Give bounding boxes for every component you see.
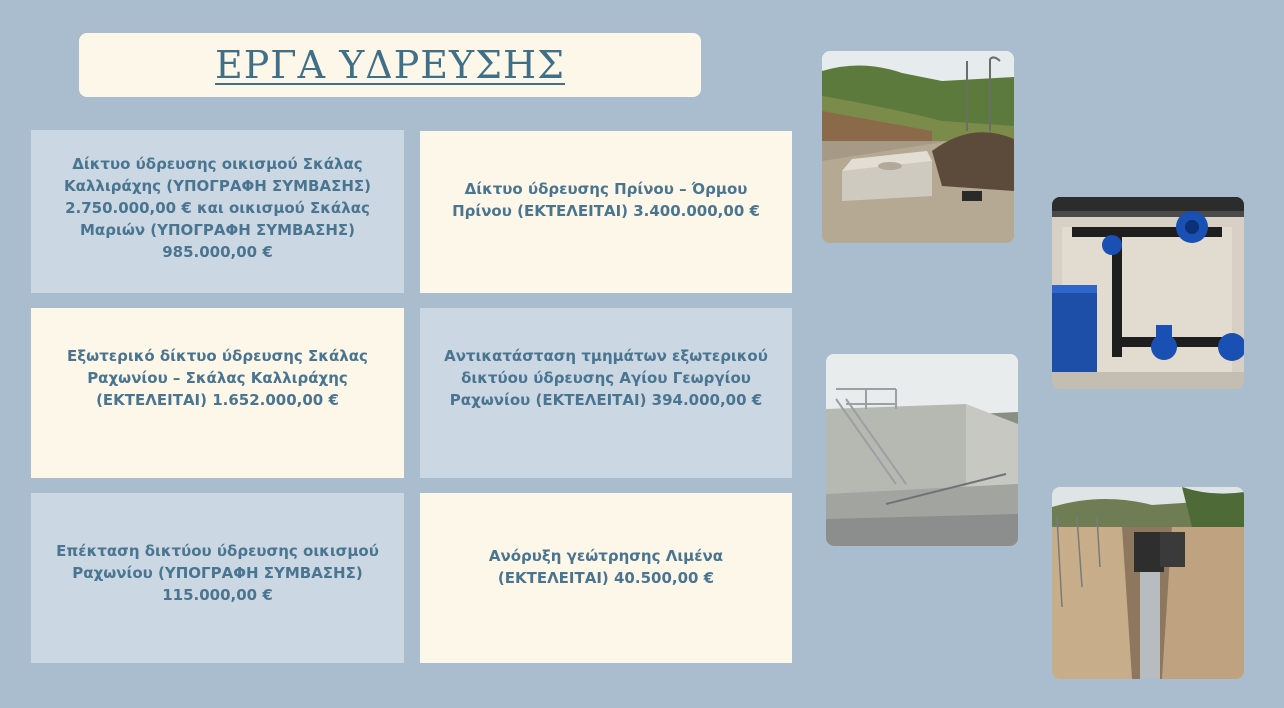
title-banner — [79, 33, 701, 97]
project-card-limenas-borehole — [420, 493, 792, 663]
project-card-prinos — [420, 131, 792, 293]
water-tank-photo — [826, 354, 1018, 546]
project-card-agios-georgios — [420, 308, 792, 478]
project-text: Εξωτερικό δίκτυο ύδρευσης Σκάλας Ραχωνίου – Σκάλας Καλλιράχης (ΕΚΤΕΛΕΙΤΑΙ) 1.652.000,00 € — [67, 347, 368, 409]
project-text: Ανόρυξη γεώτρησης Λιμένα (ΕΚΤΕΛΕΙΤΑΙ) 40.500,00 € — [488, 547, 724, 587]
project-text: Δίκτυο ύδρευσης οικισμού Σκάλας Καλλιράχης (ΥΠΟΓΡΑΦΗ ΣΥΜΒΑΣΗΣ) 2.750.000,00 € και οικισμού Σκάλας Μαριών (ΥΠΟΓΡΑΦΗ ΣΥΜΒΑΣΗΣ) 985.000,00 € — [64, 154, 371, 261]
project-text: Δίκτυο ύδρευσης Πρίνου – Όρμου Πρίνου (ΕΚΤΕΛΕΙΤΑΙ) 3.400.000,00 € — [452, 180, 760, 220]
project-text: Αντικατάσταση τμημάτων εξωτερικού δικτύου ύδρευσης Αγίου Γεωργίου Ραχωνίου (ΕΚΤΕΛΕΙΤΑΙ) 394.000,00 € — [444, 347, 768, 409]
project-card-rachoni-extension — [31, 493, 404, 663]
construction-site-photo — [822, 51, 1014, 243]
project-text: Επέκταση δικτύου ύδρευσης οικισμού Ραχωνίου (ΥΠΟΓΡΑΦΗ ΣΥΜΒΑΣΗΣ) 115.000,00 € — [56, 542, 379, 604]
valves-pipes-photo — [1052, 197, 1244, 389]
project-card-skala-rachoniou — [31, 308, 404, 478]
trench-pipeline-photo — [1052, 487, 1244, 679]
page-title: ΕΡΓΑ ΥΔΡΕΥΣΗΣ — [215, 43, 565, 87]
project-card-skala-kallirachis — [31, 130, 404, 293]
